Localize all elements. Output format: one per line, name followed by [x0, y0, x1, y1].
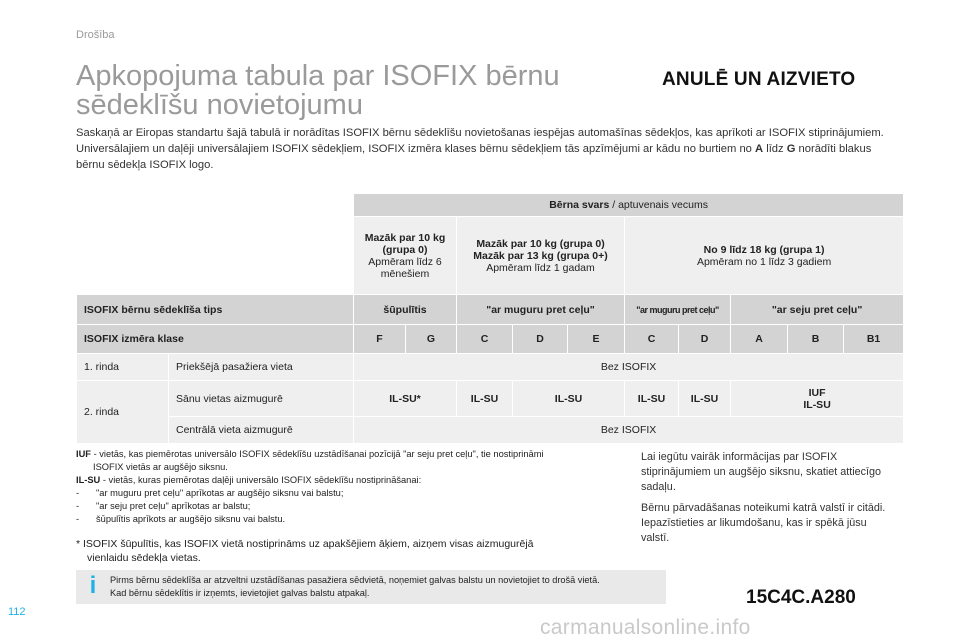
list-item: - "ar muguru pret ceļu" aprīkotas ar augšējo siksnu vai balstu; — [76, 488, 344, 498]
type-label: ISOFIX bērnu sēdeklīša tips — [77, 295, 354, 325]
section-header: Drošība — [76, 29, 115, 41]
document-code: 15C4C.A280 — [746, 587, 856, 608]
type-forward-facing: "ar seju pret ceļu" — [731, 295, 904, 325]
size-class: A — [731, 325, 788, 354]
group-0plus-header: Mazāk par 10 kg (grupa 0) Mazāk par 13 kg (grupa 0+) Apmēram līdz 1 gadam — [457, 217, 625, 295]
size-class: B — [788, 325, 844, 354]
size-class: D — [513, 325, 568, 354]
size-class: C — [625, 325, 679, 354]
ilsu-note: IL-SU - vietās, kuras piemērotas daļēji universālo ISOFIX sēdeklīšu nostiprināšanai: — [76, 475, 422, 485]
list-item: - šūpulītis aprīkots ar augšējo siksnu vai balstu. — [76, 514, 286, 524]
side-value: IL-SU — [625, 381, 679, 417]
side-value: IL-SU — [679, 381, 731, 417]
footnote: * ISOFIX šūpulītis, kas ISOFIX vietā nostiprināms uz apakšējiem āķiem, aizņem visas aizmugurējā vienlaidu sēdekļa vietas. — [76, 538, 534, 564]
intro-paragraph-1: Saskaņā ar Eiropas standartu šajā tabulā ir norādītas ISOFIX bērnu sēdeklīšu novietošanas iespējas automašīnas sēdekļos, kas aprīkoti ar ISOFIX stiprinājumiem. — [76, 127, 884, 139]
size-class: E — [568, 325, 625, 354]
front-passenger-value: Bez ISOFIX — [354, 354, 904, 381]
side-value-forward: IUF IL-SU — [731, 381, 904, 417]
row-2-label: 2. rinda — [77, 381, 169, 444]
side-text — [641, 450, 891, 552]
page-number: 112 — [8, 606, 26, 618]
side-value: IL-SU — [513, 381, 625, 417]
revision-stamp: ANULĒ UN AIZVIETO — [662, 69, 856, 90]
size-class: B1 — [844, 325, 904, 354]
size-class: D — [679, 325, 731, 354]
side-value: IL-SU* — [354, 381, 457, 417]
isofix-table — [76, 193, 904, 444]
intro-text — [76, 125, 886, 173]
type-rear-facing: "ar muguru pret ceļu" — [457, 295, 625, 325]
letter-g: G — [786, 143, 796, 155]
iuf-note: IUF - vietās, kas piemērotas universālo ISOFIX sēdeklīšu uzstādīšanai pozīcijā "ar seju pret ceļu", tie nostiprināmi — [76, 449, 544, 459]
page-title: Apkopojuma tabula par ISOFIX bērnu sēdeklīšu novietojumu — [76, 60, 560, 121]
side-value: IL-SU — [457, 381, 513, 417]
front-passenger-seat: Priekšējā pasažiera vieta — [169, 354, 354, 381]
size-class: C — [457, 325, 513, 354]
iuf-note-cont: ISOFIX vietās ar augšējo siksnu. — [93, 462, 228, 472]
rear-side-seats: Sānu vietas aizmugurē — [169, 381, 354, 417]
side-paragraph-2: Bērnu pārvadāšanas noteikumi katrā valstī ir citādi. Iepazīstieties ar likumdošanu, kas ir spēkā jūsu valstī. — [641, 502, 886, 544]
size-class: F — [354, 325, 406, 354]
watermark: carmanualsonline.info — [540, 616, 751, 639]
info-text: Pirms bērnu sēdeklīša ar atzveltni uzstādīšanas pasažiera sēdvietā, noņemiet galvas balstu un novietojiet to drošā vietā. Kad bērnu sēdeklītis ir izņemts, ievietojiet galvas balstu atpakaļ. — [110, 575, 600, 598]
legend-notes — [76, 448, 621, 526]
rear-center-value: Bez ISOFIX — [354, 417, 904, 444]
letter-a: A — [755, 143, 764, 155]
group-1-header: No 9 līdz 18 kg (grupa 1) Apmēram no 1 līdz 3 gadiem — [625, 217, 904, 295]
type-carrycot: šūpulītis — [354, 295, 457, 325]
intro-paragraph-2: Universālajiem un daļēji universālajiem ISOFIX sēdekļiem, ISOFIX izmēra klases bērnu sēdekļiem tās apzīmējumi ar kādu no burtiem no A līdz G norādīti blakus bērnu sēdekļa ISOFIX logo. — [76, 143, 872, 171]
side-paragraph-1: Lai iegūtu vairāk informācijas par ISOFIX stiprinājumiem un augšējo siksnu, skatiet attiecīgo sadaļu. — [641, 451, 882, 493]
size-class: G — [406, 325, 457, 354]
type-rear-facing-2: "ar muguru pret ceļu" — [625, 295, 731, 325]
group-0-header: Mazāk par 10 kg (grupa 0) Apmēram līdz 6 mēnešiem — [354, 217, 457, 295]
weight-header: Bērna svars / aptuvenais vecums — [354, 194, 904, 217]
row-1-label: 1. rinda — [77, 354, 169, 381]
list-item: - "ar seju pret ceļu" aprīkotas ar balstu; — [76, 501, 251, 511]
rear-center-seat: Centrālā vieta aizmugurē — [169, 417, 354, 444]
info-icon: i — [89, 572, 97, 599]
size-label: ISOFIX izmēra klase — [77, 325, 354, 354]
